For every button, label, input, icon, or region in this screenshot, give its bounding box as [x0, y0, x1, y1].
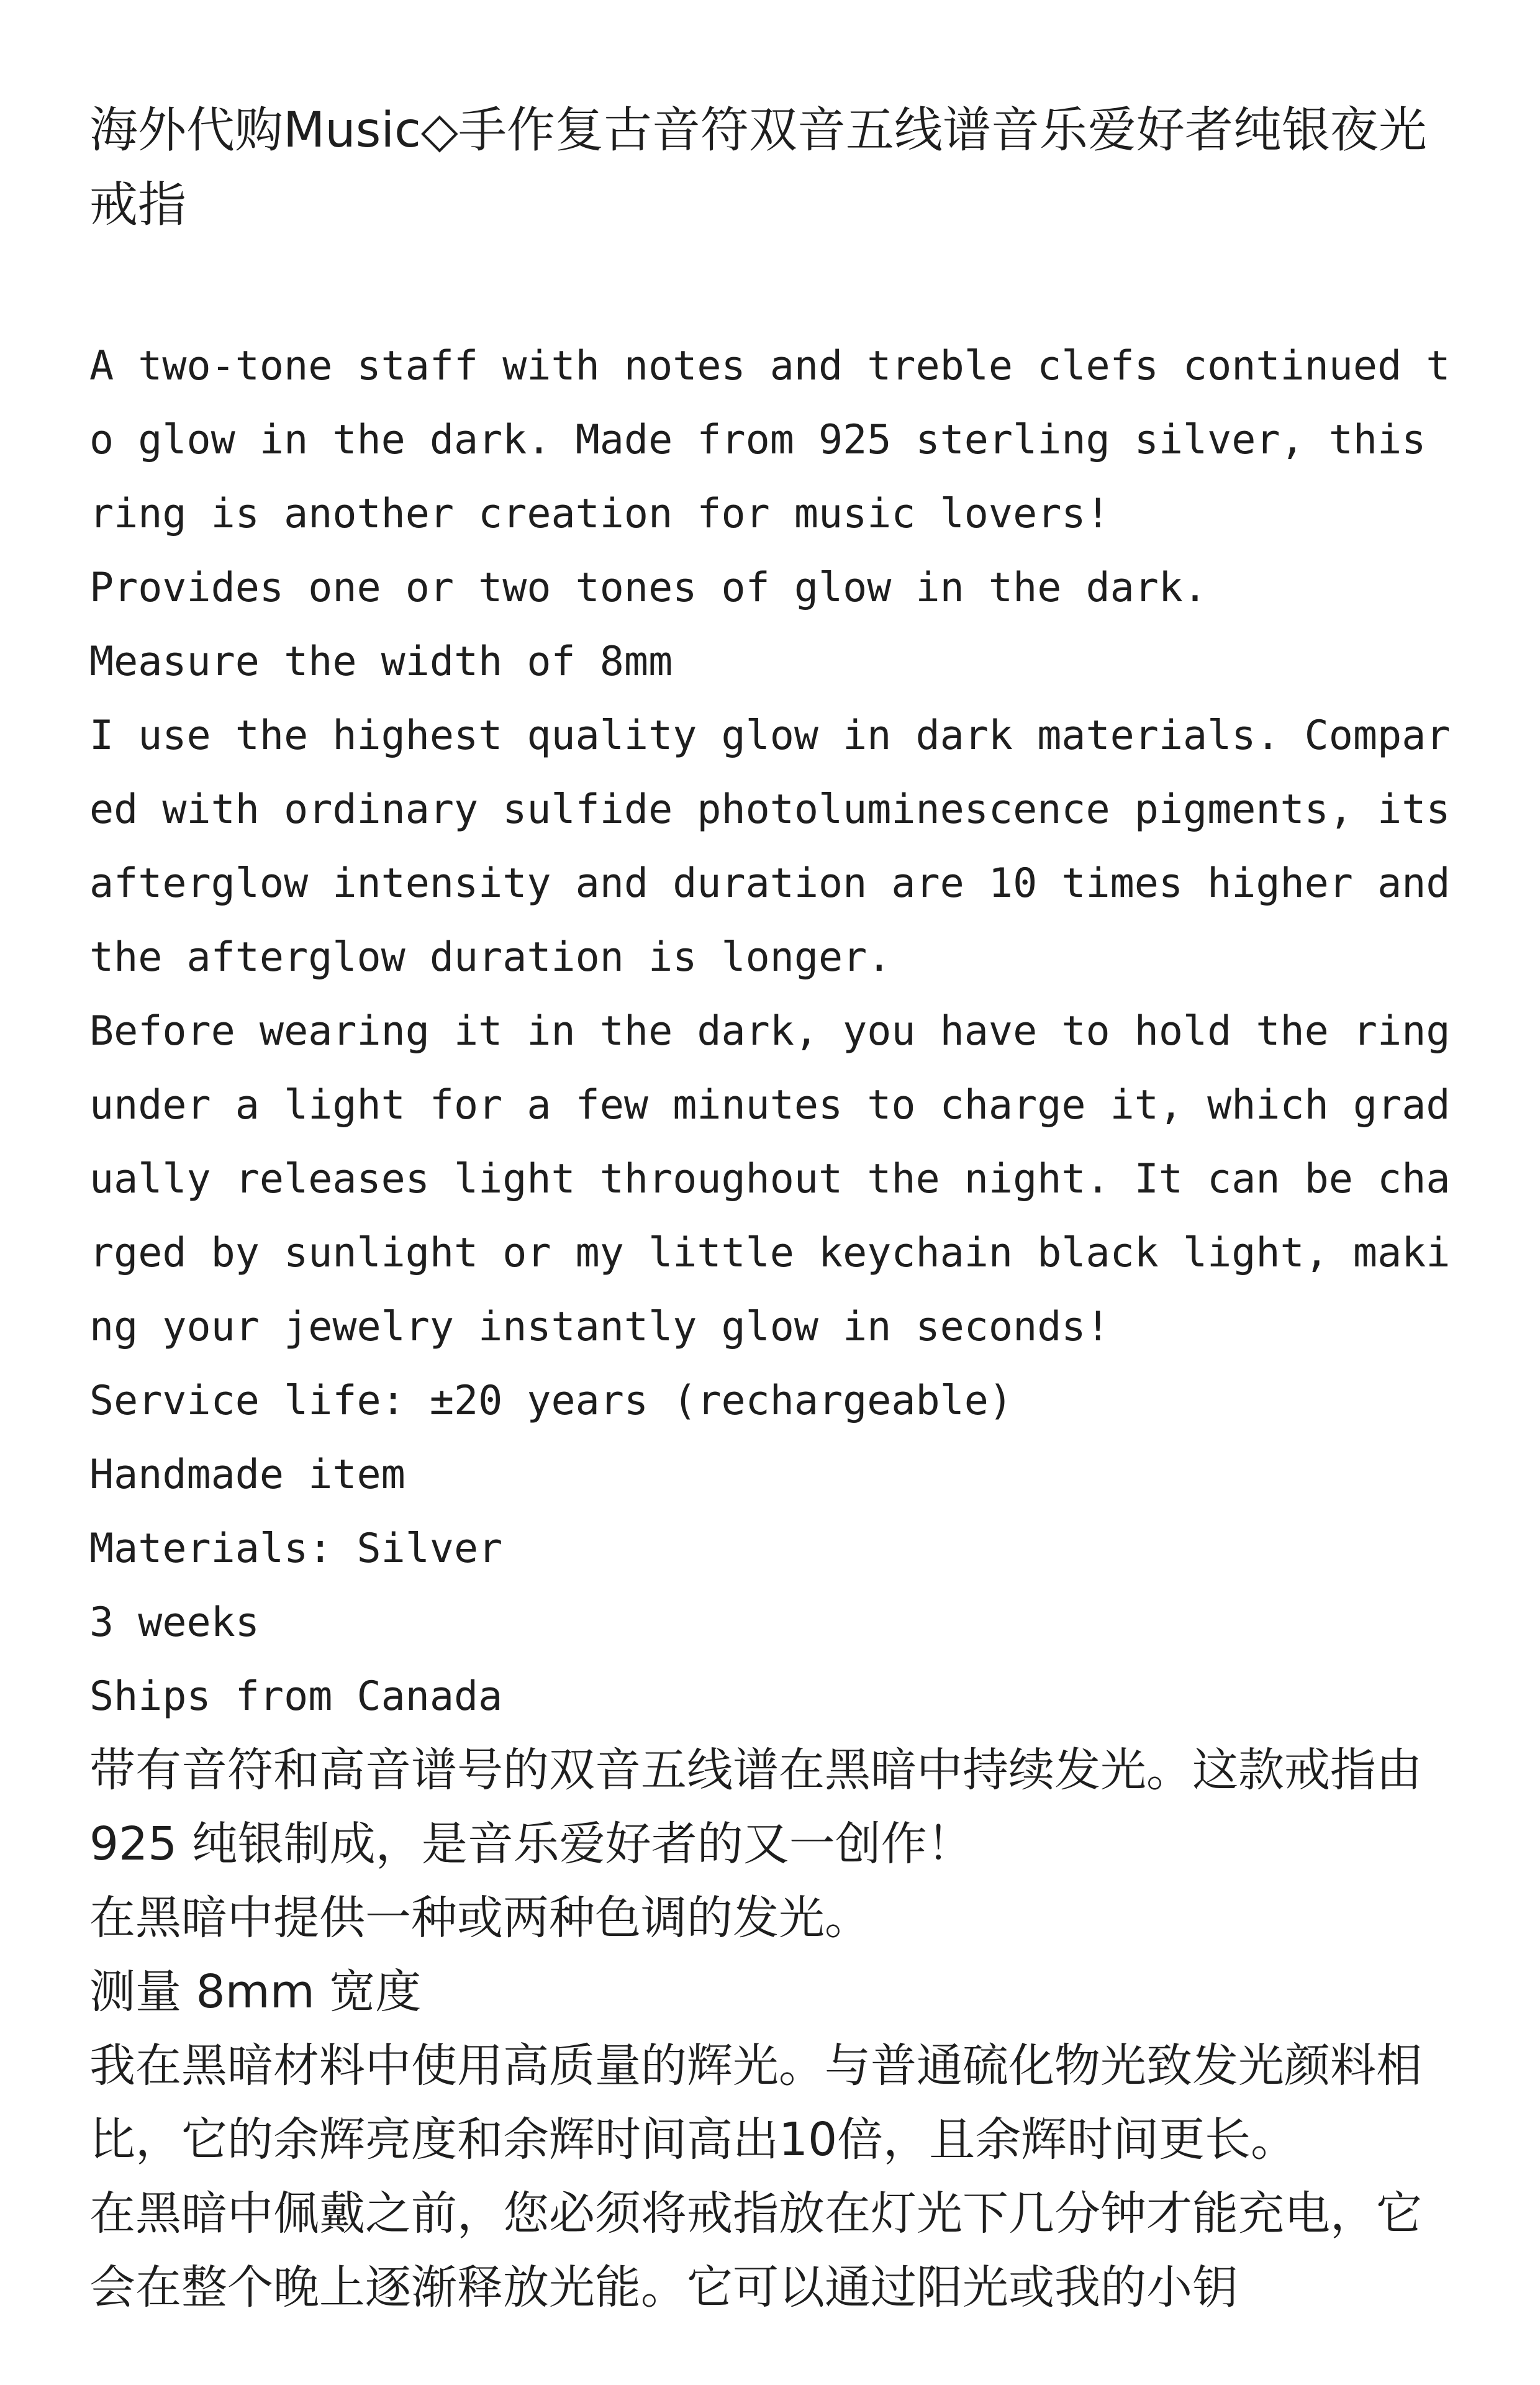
product-description [89, 93, 1475, 2325]
paragraph-zh-charging: 在黑暗中佩戴之前，您必须将戒指放在灯光下几分钟才能充电，它会在整个晚上逐渐释放光能。它可以通过阳光或我的小钥 [89, 2187, 1422, 2314]
paragraph-zh-materials-quality: 我在黑暗材料中使用高质量的辉光。与普通硫化物光致发光颜料相比，它的余辉亮度和余辉时间高出10倍，且余辉时间更长。 [89, 2039, 1422, 2166]
english-description [89, 329, 1475, 1733]
paragraph-charging: Before wearing it in the dark, you have to hold the ring under a light for a few minutes to charge it, which gradually releases light throughout the night. It can be charged by sunlight or my little keychain black light, making your jewelry instantly glow in seconds! [89, 1008, 1475, 1350]
paragraph-intro: A two-tone staff with notes and treble clefs continued to glow in the dark. Made from 925 sterling silver, this ring is another creation for music lovers! [89, 343, 1451, 537]
paragraph-materials: Materials: Silver [89, 1525, 503, 1572]
paragraph-service-life: Service life: ±20 years (rechargeable) [89, 1378, 1013, 1424]
page-title: 海外代购Music◇手作复古音符双音五线谱音乐爱好者纯银夜光戒指 [89, 102, 1427, 233]
paragraph-glow-tones: Provides one or two tones of glow in the dark. [89, 565, 1208, 611]
paragraph-ships-from: Ships from Canada [89, 1673, 503, 1720]
chinese-description [89, 1733, 1456, 2325]
paragraph-lead-time: 3 weeks [89, 1599, 260, 1646]
paragraph-handmade: Handmade item [89, 1451, 405, 1498]
paragraph-zh-intro: 带有音符和高音谱号的双音五线谱在黑暗中持续发光。这款戒指由 925 纯银制成，是音乐爱好者的又一创作！ [89, 1743, 1437, 1871]
paragraph-materials-quality: I use the highest quality glow in dark materials. Compared with ordinary sulfide photoluminescence pigments, its afterglow intensity and duration are 10 times higher and the afterglow duration is longer. [89, 712, 1475, 981]
paragraph-zh-width: 测量 8mm 宽度 [89, 1965, 422, 2019]
paragraph-width: Measure the width of 8mm [89, 638, 673, 685]
paragraph-zh-glow-tones: 在黑暗中提供一种或两种色调的发光。 [89, 1891, 871, 1945]
